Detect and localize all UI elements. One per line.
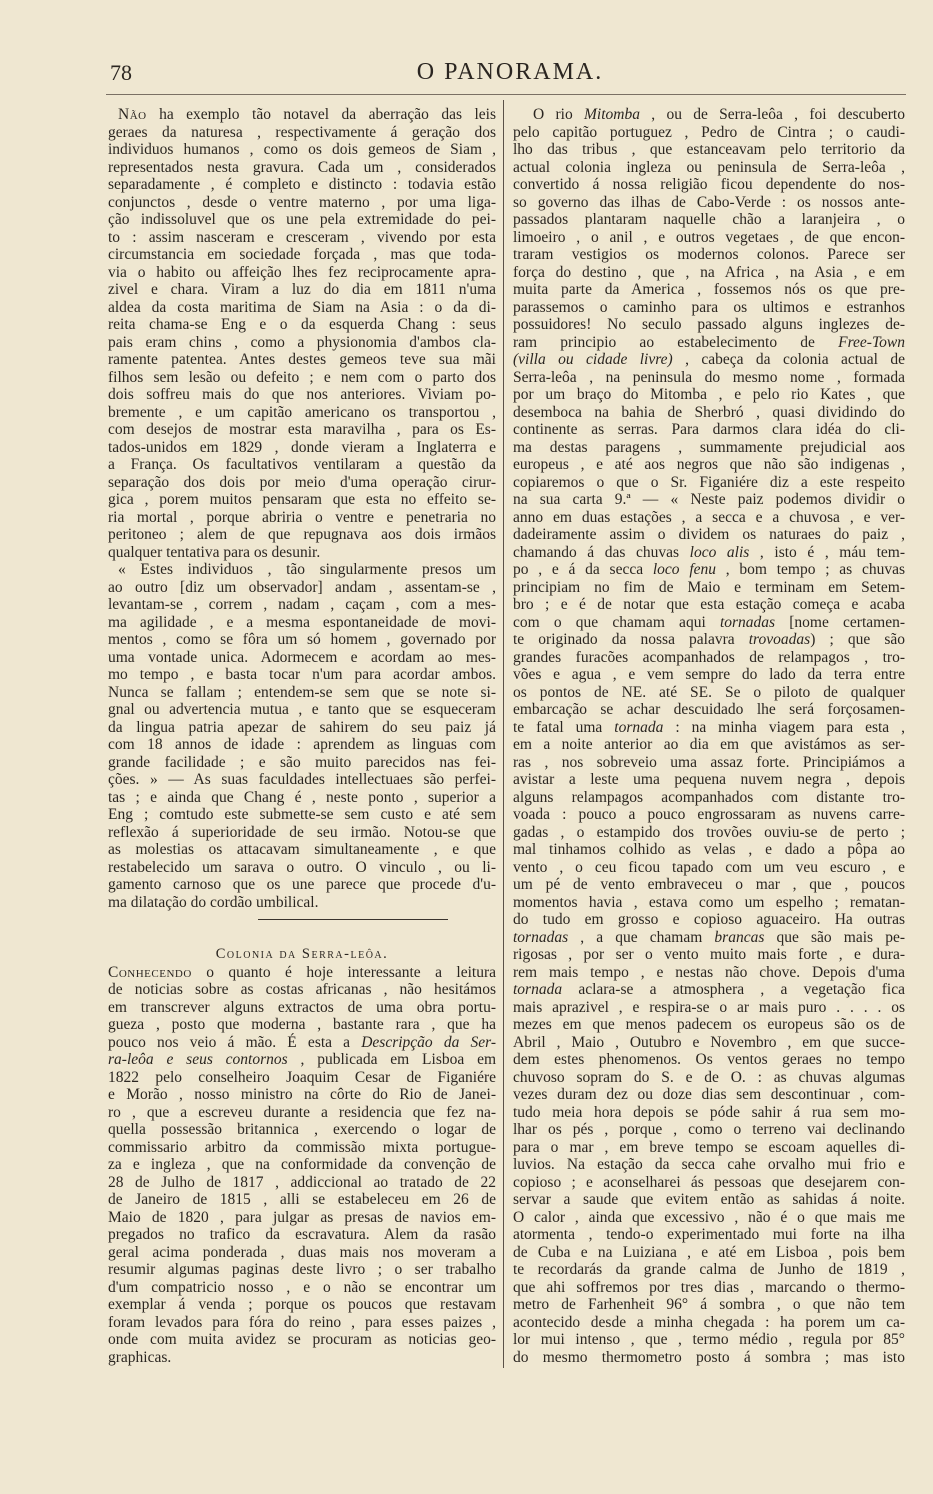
text-line: bremente , e um capitão americano os transportou , [108, 403, 496, 421]
text-run: te originado da nossa palavra [513, 631, 749, 648]
page-number: 78 [110, 60, 132, 85]
text-line [513, 334, 905, 352]
text-line: pelo capitão portuguez , Pedro de Cintra ; o caudi- [513, 123, 905, 141]
text-line: voada : pouco a pouco engrossaram as nuvens carre- [513, 806, 905, 823]
paragraph [108, 964, 496, 1367]
text-line [513, 631, 905, 649]
text-line: do mesmo thermometro posto á sombra ; mas isto [513, 1348, 905, 1366]
text-line: aldea da costa maritima de Siam na Asia : o da di- [108, 298, 496, 316]
text-line: os pontos de NE. até SE. Se o piloto de qualquer [513, 683, 905, 701]
text-line: ma destas paragens , summamente prejudicial aos [513, 438, 905, 456]
text-line: gnal ou advertencia mutua , e tanto que se esqueceram [108, 701, 496, 718]
small-caps-text-run: Não [118, 106, 147, 123]
text-line: reita chama-se Eng e o da esquerda Chang : seus [108, 316, 496, 333]
text-line: passados plantaram naquelle chão a laranjeira , o [513, 211, 905, 228]
text-line: individuos humanos , como os dois gemeos de Siam , [108, 141, 496, 158]
italic-text-run: Free-Town [838, 333, 905, 351]
left-column [108, 106, 496, 1366]
text-line: para o mar , em breve tempo se escoam aquelles di- [513, 1138, 905, 1156]
text-line: da lingua patria apezar de sahirem do seu paiz já [108, 718, 496, 736]
text-run: po , e á da secca [513, 561, 653, 578]
text-line: conjunctos , desde o ventre materno , por uma liga- [108, 193, 496, 211]
text-line: so governo das ilhas de Cabo-Verde : os nossos ante- [513, 193, 905, 211]
text-line: exemplar á venda ; porque os poucos que restavam [108, 1296, 496, 1313]
text-line: acontecido desde a minha chegada : ha porem um ca- [513, 1313, 905, 1331]
text-line: metro de Farhenheit 96° á sombra , o que não tem [513, 1296, 905, 1313]
text-run: , a que chamam [568, 928, 715, 946]
text-line: levantam-se , correm , nadam , caçam , com a mes- [108, 596, 496, 613]
text-line: lor mui intenso , que , termo médio , regula por 85° [513, 1331, 905, 1348]
text-line: de Cuba e na Luiziana , e até em Lisboa , pois bem [513, 1243, 905, 1261]
text-line: mais aprazivel , e respira-se o ar mais puro . . . . os [513, 998, 905, 1016]
text-line: rigosas , por ser o vento muito mais forte , e dura- [513, 946, 905, 963]
text-line: luvios. Na estação da secca cahe orvalho mui frio e [513, 1156, 905, 1173]
text-line: 28 de Julho de 1817 , addiccional ao tratado de 22 [108, 1173, 496, 1191]
text-line: mentos , como se fôra um só homem , governado por [108, 631, 496, 648]
text-line: um pé de vento embraveceu o mar , que , poucos [513, 876, 905, 893]
text-line: possuidores! No seculo passado alguns inglezes de- [513, 316, 905, 333]
text-line: quella possessão britannica , exercendo o logar de [108, 1121, 496, 1138]
section-heading: Colonia da Serra-leôa. [215, 946, 389, 962]
italic-text-run: tornada [614, 718, 664, 736]
text-line: gamento carnoso que os une parece que procede d'u- [108, 876, 496, 893]
text-line: momentos havia , estava como um espelho ; rematan- [513, 893, 905, 911]
text-line: limoeiro , o anil , e outros vegetaes , de que encon- [513, 228, 905, 246]
italic-text-run: (villa ou cidade livre) [513, 351, 673, 368]
text-line: 1822 pelo conselheiro Joaquim Cesar de Figaniére [108, 1068, 496, 1086]
text-run: [nome certamen- [775, 613, 905, 631]
blank-line [108, 929, 496, 947]
text-line [513, 106, 905, 124]
italic-text-run: Mitomba [584, 106, 640, 123]
text-run: , ou de Serra-leôa , foi descuberto [639, 106, 905, 123]
text-line: com desejos de mostrar esta maravilha , para os Es- [108, 421, 496, 438]
text-line: restabelecido um sarava o outro. O vinculo , ou li- [108, 858, 496, 876]
text-line [108, 1034, 496, 1052]
text-line: separadamente , é completo e distincto : todavia estão [108, 176, 496, 193]
text-run: o quanto é hoje interessante a leitura [191, 963, 496, 981]
text-line: ria mortal , porque abriria o ventre e penetraria no [108, 508, 496, 526]
text-line: O calor , ainda que excessivo , não é o que mais me [513, 1208, 905, 1226]
text-line: e Morão , nosso ministro na côrte do Rio de Janei- [108, 1086, 496, 1103]
text-line: força do destino , que , na Africa , na Asia , e em [513, 263, 905, 281]
text-line: ras , nos sobreveio uma assaz forte. Principiámos a [513, 753, 905, 771]
header-rule [106, 94, 906, 95]
text-line: za e ingleza , que na conformidade da convenção de [108, 1156, 496, 1173]
text-line: do tudo em grosso e copioso aguaceiro. Ha outras [513, 911, 905, 928]
text-line: na sua carta 9.ª — « Neste paiz podemos dividir o [513, 491, 905, 508]
text-line: que ahi soffremos por tres dias , marcando o thermo- [513, 1278, 905, 1296]
text-run: , bom tempo ; as chuvas [716, 561, 905, 578]
text-run: aclara-se a atmosphera , a vegetação fica [562, 981, 905, 998]
text-line [513, 351, 905, 369]
text-line: zivel e chara. Viram a luz do dia em 1811 n'uma [108, 281, 496, 298]
paragraph [513, 106, 905, 1366]
text-line: dadeiramente assim o dividem os naturaes do paiz , [513, 526, 905, 543]
text-line: tas ; e ainda que Chang é , neste ponto , superior a [108, 788, 496, 806]
section-divider-slot [108, 911, 496, 929]
text-line: anno em duas estações , a secca e a chuvosa , e ver- [513, 508, 905, 526]
text-line: Eng ; comtudo este submette-se sem custo e até sem [108, 806, 496, 823]
text-line: te recordarás da grande calma de Junho de 1819 , [513, 1261, 905, 1278]
text-line: pais eram chins , como a physionomia d'ambos cla- [108, 333, 496, 351]
text-line: em transcrever alguns extractos de uma obra portu- [108, 998, 496, 1016]
text-run: pouco nos veio á mão. É esta a [108, 1033, 362, 1051]
text-line: geraes da naturesa , respectivamente á geração dos [108, 123, 496, 141]
text-line: avistar a leste uma pequena nuvem negra , depois [513, 771, 905, 788]
text-line: lho das tribus , que estanceavam pelo territorio da [513, 141, 905, 158]
italic-text-run: tornadas [513, 928, 569, 946]
text-line: convertido á nossa religião ficou dependente do nos- [513, 176, 905, 193]
text-run: te fatal uma [513, 718, 615, 736]
text-run: , cabeça da colonia actual de [672, 351, 906, 368]
text-run: ) ; que são [810, 631, 905, 648]
text-line: vões e agua , e vem sempre do lado da terra entre [513, 666, 905, 683]
text-line: desemboca na bahia de Sherbró , quasi dividindo do [513, 403, 905, 421]
text-line: rem mais tempo , e nestas não chove. Depois d'uma [513, 963, 905, 981]
italic-text-run: tornadas [719, 613, 776, 631]
text-line: principiam no fim de Maio e terminam em Setem- [513, 578, 905, 596]
text-line: bro ; e é de notar que esta estação começa e acaba [513, 596, 905, 613]
text-line: de noticias sobre as costas africanas , não hesitámos [108, 981, 496, 998]
text-line [513, 614, 905, 632]
text-line: resumir algumas paginas deste livro ; o ser trabalho [108, 1261, 496, 1278]
text-line: representados nesta gravura. Cada um , considerados [108, 158, 496, 176]
section-divider [258, 919, 448, 920]
text-line: reflexão á superioridade de seu irmão. Notou-se que [108, 823, 496, 841]
text-line: alguns relampagos acompanhados com distante tro- [513, 788, 905, 806]
text-line: em a noite anterior ao dia em que avistámos as ser- [513, 736, 905, 753]
text-line: geral acima ponderada , duas mais nos moveram a [108, 1243, 496, 1261]
text-line: ma agilidade , e a mesma espontaneidade de movi- [108, 613, 496, 631]
text-line: graphicas. [108, 1348, 172, 1366]
text-line: mo tempo , e basta tocar n'um para acordar ambos. [108, 666, 496, 683]
text-line: a França. Os facultativos ventilaram a questão da [108, 456, 496, 473]
text-run: O rio [533, 106, 585, 123]
italic-text-run: tornada [513, 981, 563, 998]
text-line: copiaremos o que o Sr. Figaniére diz a este respeito [513, 473, 905, 491]
text-line: ção indissoluvel que os une pela extremidade do pei- [108, 211, 496, 228]
text-line [108, 106, 496, 124]
text-line: embarcação se achar descuidado lhe será forçosamen- [513, 701, 905, 718]
italic-text-run: ra-leôa e seus contornos [108, 1051, 288, 1068]
text-line: foram levados para fóra do reino , para esses paizes , [108, 1313, 496, 1331]
text-run: chamando á das chuvas [513, 543, 690, 561]
text-line: Serra-leôa , na peninsula do mesmo nome , formada [513, 368, 905, 386]
text-line: dois soffreu mais do que nos anteriores. Viviam po- [108, 386, 496, 403]
text-line: copioso ; e aconselharei ás pessoas que desejarem con- [513, 1173, 905, 1191]
text-run: , isto é , máu tem- [749, 543, 905, 561]
masthead-title: O PANORAMA. [416, 59, 604, 85]
text-line: onde com muita avidez se procuram as noticias geo- [108, 1331, 496, 1348]
text-line: parassemos o caminho para os ultimos e estranhos [513, 298, 905, 316]
text-line: dem estes phenomenos. Os ventos geraes no tempo [513, 1051, 905, 1068]
text-line [108, 964, 496, 982]
text-line: vezes duram dez ou doze dias sem descontinuar , com- [513, 1086, 905, 1103]
text-line: uma vontade unica. Adormecem e acordam ao mes- [108, 648, 496, 666]
text-run: , publicada em Lisboa em [287, 1051, 497, 1068]
text-line: « Estes individuos , tão singularmente presos um [118, 561, 496, 578]
text-line [513, 719, 905, 737]
text-line: com 18 annos de idade : aprendem as linguas com [108, 736, 496, 753]
text-line: continente as serras. Para darmos clara idéa do cli- [513, 421, 905, 438]
text-line: peritoneo ; alem de que repugnava aos dois irmãos [108, 526, 496, 543]
text-line: lhar os pés , porque , como o terreno vai declinando [513, 1121, 905, 1138]
text-line: grandes furacões acompanhados de relampagos , tro- [513, 648, 905, 666]
text-line: qualquer tentativa para os desunir. [108, 543, 321, 561]
text-line: commissario arbitro da commissão mixta portugue- [108, 1138, 496, 1156]
text-line: gadas , o estampido dos trovões ouviu-se de perto ; [513, 823, 905, 841]
italic-text-run: trovoadas [748, 631, 811, 648]
text-line: circumstancia em sociedade forçada , mas que toda- [108, 246, 496, 263]
text-run: ha exemplo tão notavel da aberração das leis [146, 106, 496, 123]
text-line [513, 929, 905, 947]
italic-text-run: loco alis [689, 543, 750, 561]
italic-text-run: loco fenu [652, 561, 717, 578]
text-line: tados-unidos em 1829 , donde vieram a Inglaterra e [108, 438, 496, 456]
text-line: europeus , e até aos negros que não são indigenas , [513, 456, 905, 473]
text-line: mezes em que menos padecem os europeus são os de [513, 1016, 905, 1033]
text-line: mal tinhamos colhido as velas , e dado a pôpa ao [513, 841, 905, 858]
text-line: servar a saude que evitem então as sahidas á noite. [513, 1191, 905, 1208]
text-line: chuvoso sopram do S. e de O. : as chuvas algumas [513, 1068, 905, 1086]
text-line: as molestias os attacavam simultaneamente , e que [108, 841, 496, 858]
text-line: gueza , posto que moderna , bastante rara , que ha [108, 1016, 496, 1033]
italic-text-run: brancas [714, 928, 765, 946]
text-line: filhos sem lesão ou defeito ; e nem com o parto dos [108, 368, 496, 386]
text-line: Maio de 1820 , para julgar as presas de navios em- [108, 1208, 496, 1226]
text-run: ram principio ao estabelecimento de [513, 333, 839, 351]
text-line: Abril , Maio , Outubro e Novembro , em que succe- [513, 1033, 905, 1051]
text-line [513, 561, 905, 579]
paragraph [108, 106, 496, 561]
text-line: ma dilatação do cordão umbilical. [108, 893, 319, 911]
text-line: vento , o ceu ficou tapado com um veu escuro , e [513, 858, 905, 876]
column-divider [503, 100, 504, 1368]
italic-text-run: Descripção da Ser- [361, 1033, 497, 1051]
text-line: ro , que a escreveu durante a residencia que fez na- [108, 1103, 496, 1121]
small-caps-text-run: Conhecendo [108, 963, 192, 981]
text-line: pregados no trafico da escravatura. Alem da rasão [108, 1226, 496, 1243]
text-line [108, 1051, 496, 1069]
text-line: via o habito ou affeição lhes fez reciprocamente apra- [108, 263, 496, 281]
text-line: separação dos dois por meio d'uma operação cirur- [108, 473, 496, 491]
text-line: d'um compatricio nosso , e o não se encontrar um [108, 1278, 496, 1296]
right-column [513, 106, 905, 1366]
text-line: de Janeiro de 1815 , alli se estabeleceu em 26 de [108, 1191, 496, 1208]
paragraph [108, 561, 496, 911]
text-line: atormenta , tendo-o experimentado mui forte na ilha [513, 1226, 905, 1243]
text-line: ramente patentea. Antes destes gemeos teve sua mãi [108, 351, 496, 368]
text-run: : na minha viagem para esta , [663, 718, 906, 736]
text-line: tudo meia hora depois se póde sahir á rua sem mo- [513, 1103, 905, 1121]
text-line: ções. » — As suas faculdades intellectuaes são perfei- [108, 771, 496, 788]
text-line: gica , porem muitos pensaram que esta no effeito se- [108, 491, 496, 508]
text-run: com o que chamam aqui [513, 613, 720, 631]
text-line: grande facilidade ; e são muito parecidos nas fei- [108, 753, 496, 771]
text-line: to : assim nasceram e cresceram , vivendo por esta [108, 228, 496, 246]
text-line: Nunca se fallam ; entendem-se sem que se note si- [108, 683, 496, 701]
text-line: muita parte da America , fossemos nós os que pre- [513, 281, 905, 298]
text-line: traram vestigios os modernos colonos. Parece ser [513, 246, 905, 263]
text-line: actual colonia ingleza ou peninsula de Serra-leôa , [513, 158, 905, 176]
text-run: que são mais pe- [764, 928, 906, 946]
text-line [513, 544, 905, 562]
text-line: ao outro [diz um observador] andam , assentam-se , [108, 578, 496, 596]
text-line: por um braço do Mitomba , e pelo rio Kates , que [513, 386, 905, 403]
text-line [513, 981, 905, 999]
